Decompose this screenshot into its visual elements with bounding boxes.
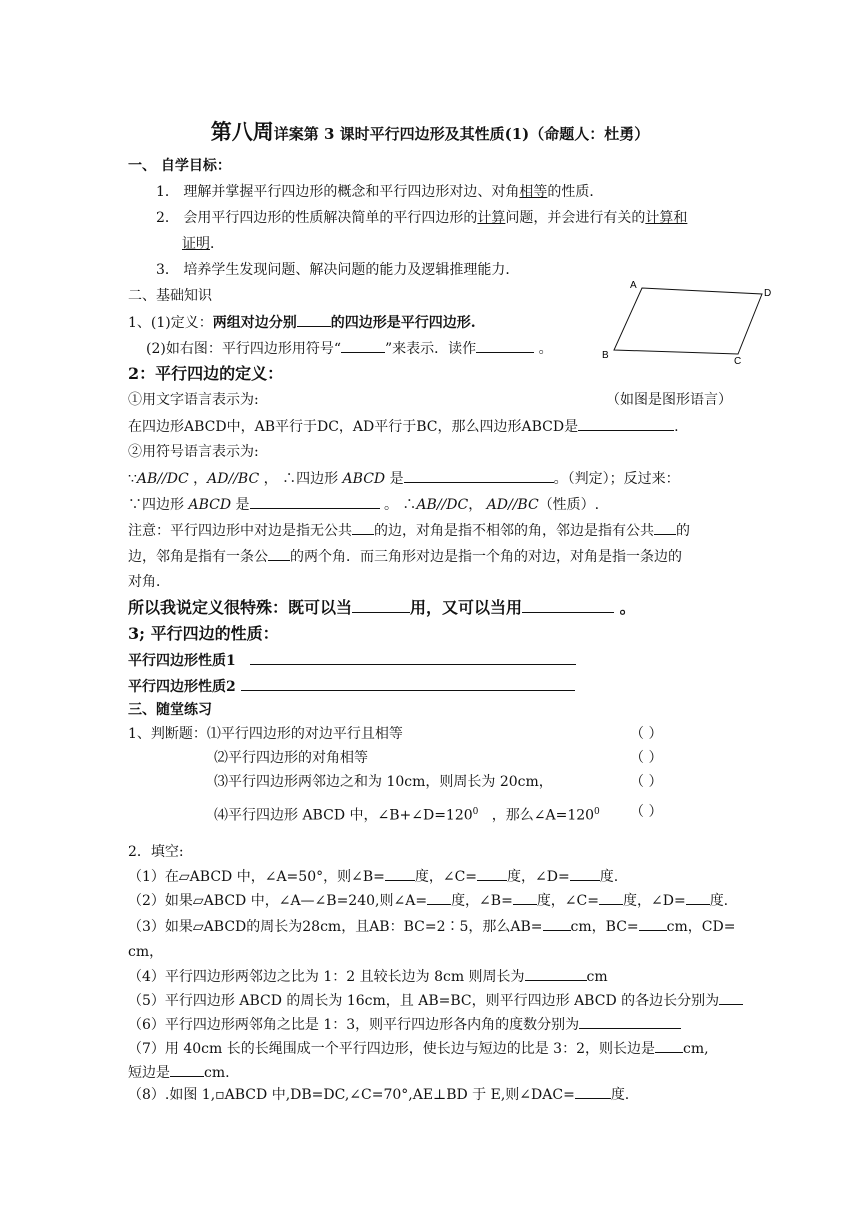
- note-line-2: 边，邻角是指有一条公 的两个角．而三角形对边是指一个角的对边，对角是指一条边的: [128, 546, 682, 567]
- section3-heading: 三、随堂练习: [128, 702, 212, 718]
- property-1: 平行四边形性质1: [128, 650, 576, 671]
- fill-item-3: （3）如果▱ABCD的周长为28cm，且AB：BC=2∶5，那么AB= cm，BC= cm，CD=: [128, 916, 735, 937]
- vertex-label-b: B: [602, 350, 609, 361]
- vertex-label-a: A: [630, 280, 637, 291]
- section2-heading: 二、基础知识: [128, 288, 212, 304]
- goal-2-cont: 证明．: [182, 236, 224, 252]
- goal-3: 3． 培养学生发现问题、解决问题的能力及逻辑推理能力．: [156, 262, 520, 278]
- definition-special: 所以我说定义很特殊：既可以当 用，又可以当用 。: [128, 598, 636, 617]
- vertex-label-d: D: [764, 288, 772, 299]
- title-week: 第八周: [210, 119, 274, 144]
- note-line-3: 对角．: [128, 574, 170, 590]
- fill-item-2: （2）如果▱ABCD 中，∠A—∠B=240,则∠A= 度，∠B= 度，∠C= 度，∠D= 度.: [128, 890, 728, 911]
- vertex-label-c: C: [734, 356, 742, 367]
- goal-1: 1． 理解并掌握平行四边形的概念和平行四边形对边、对角相等的性质．: [156, 184, 604, 200]
- symbol-line: (2)如右图：平行四边形用符号“ ”来表示．读作 。: [146, 338, 553, 359]
- page-title: [0, 116, 860, 146]
- part2-symbol-property: ∵四边形 ABCD 是 。 ∴AB//DC， AD//BC（性质）.: [128, 494, 599, 515]
- fill-item-1: （1）在▱ABCD 中，∠A=50°，则∠B= 度，∠C= 度，∠D= 度.: [128, 866, 618, 887]
- title-rest: 详案第 3 课时平行四边形及其性质(1)（命题人：杜勇）: [273, 125, 650, 143]
- fill-item-8: （8）.如图 1,▫ABCD 中,DB=DC,∠C=70°,AE⊥BD 于 E,则∠DAC= 度.: [128, 1084, 629, 1105]
- judge-item-1: 1、判断题：⑴平行四边形的对边平行且相等: [128, 726, 403, 742]
- definition-line: 1、(1)定义：两组对边分别 的四边形是平行四边形.: [128, 312, 476, 333]
- judge-answer-2: （ ）: [630, 750, 663, 766]
- fill-heading: 2．填空:: [128, 844, 184, 860]
- judge-item-4: ⑷平行四边形 ABCD 中，$\angle B+\angle D=120^0$ ，那么$\angle A=120^0$: [214, 807, 600, 824]
- judge-item-2: ⑵平行四边形的对角相等: [214, 750, 368, 766]
- part2-heading: 2：平行四边的定义：: [128, 364, 284, 383]
- fill-item-7: （7）用 40cm 长的长绳围成一个平行四边形，使长边与短边的比是 3：2，则长边是 cm,: [128, 1038, 709, 1059]
- fill-item-5: （5）平行四边形 ABCD 的周长为 16cm，且 AB=BC，则平行四边形 ABCD 的各边长分别为: [128, 990, 743, 1011]
- judge-item-3: ⑶平行四边形两邻边之和为 10cm，则周长为 20cm，: [214, 774, 553, 790]
- fill-item-4: （4）平行四边形两邻边之比为 1：2 且较长边为 8cm 则周长为 cm: [128, 966, 608, 987]
- part3-heading: 3; 平行四边的性质：: [128, 624, 279, 643]
- note-line-1: 注意：平行四边形中对边是指无公共 的边，对角是指不相邻的角，邻边是指有公共 的: [128, 520, 690, 541]
- part2-word-lang: ①用文字语言表示为:: [128, 392, 259, 408]
- fill-item-3-cont: cm，: [128, 944, 164, 960]
- part2-word-statement: 在四边形ABCD中，AB平行于DC，AD平行于BC，那么四边形ABCD是 .: [128, 416, 679, 437]
- parallelogram-figure: [596, 276, 786, 368]
- part2-symbol-lang: ②用符号语言表示为:: [128, 444, 259, 460]
- judge-answer-3: （ ）: [630, 774, 663, 790]
- goal-2: 2． 会用平行四边形的性质解决简单的平行四边形的计算问题，并会进行有关的计算和: [156, 210, 688, 226]
- section1-heading: 一、 自学目标：: [128, 158, 231, 174]
- parallelogram-shape: [614, 288, 762, 354]
- fill-item-7-cont: 短边是 cm.: [128, 1062, 230, 1083]
- part2-figure-note: （如图是图形语言）: [606, 392, 732, 408]
- judge-answer-1: （ ）: [630, 726, 663, 742]
- fill-item-6: （6）平行四边形两邻角之比是 1：3，则平行四边形各内角的度数分别为: [128, 1014, 681, 1035]
- property-2: 平行四边形性质2: [128, 676, 575, 697]
- part2-symbol-judge: ∵AB//DC ，AD//BC ， ∴四边形 ABCD 是 。（判定）；反过来：: [128, 468, 680, 489]
- judge-answer-4: （ ）: [630, 804, 663, 820]
